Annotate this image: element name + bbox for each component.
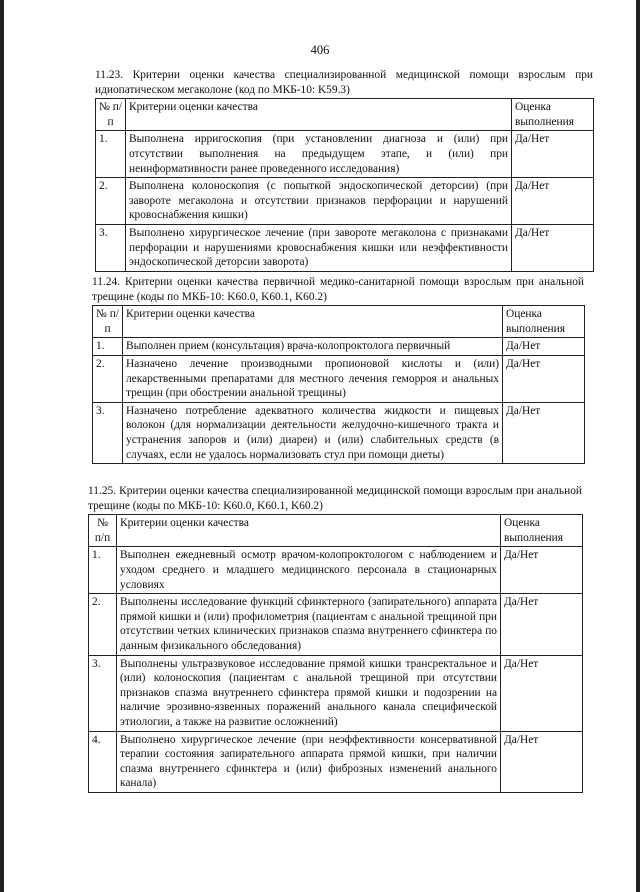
row-assessment: Да/Нет [512, 224, 594, 271]
row-number: 3. [96, 224, 126, 271]
criteria-table [95, 98, 594, 272]
row-assessment: Да/Нет [503, 402, 585, 463]
table-row [93, 338, 585, 356]
page-number: 406 [310, 43, 330, 57]
scan-right-edge [636, 0, 640, 892]
row-number: 2. [89, 594, 117, 655]
section-11-25 [88, 484, 582, 793]
table-row [89, 547, 583, 594]
row-number: 2. [96, 178, 126, 225]
row-criterion: Выполнено хирургическое лечение (при завороте мегаколона с признаками перфорации и нарушениями кровоснабжения кишки или неэффективности эндоскопической деторсии заворота) [126, 224, 512, 271]
col-header-num: № п/п [96, 99, 126, 131]
section-11-24 [92, 275, 584, 464]
row-criterion: Выполнен ежедневный осмотр врачом-колопроктологом с наблюдением и уходом среднего и младшего медицинского персонала в стационарных условиях [117, 547, 501, 594]
row-criterion: Назначено лечение производными пропионовой кислоты и (или) лекарственными препаратами для местного лечения геморроя и анальных трещин (при обострении анальной трещины) [123, 355, 503, 402]
table-row [89, 594, 583, 655]
col-header-criteria: Критерии оценки качества [126, 99, 512, 131]
table-header-row [93, 306, 585, 338]
row-assessment: Да/Нет [512, 131, 594, 178]
section-heading: 11.24. Критерии оценки качества первичной медико-санитарной помощи взрослым при анальной трещине (коды по МКБ-10: K60.0, K60.1, K60.2) [92, 276, 584, 303]
row-criterion: Выполнено хирургическое лечение (при неэффективности консервативной терапии состояния запирательного аппарата прямой кишки, при наличии спазма внутреннего сфинктера и (или) фиброзных изменений анального канала) [117, 731, 501, 792]
row-criterion: Выполнена колоноскопия (с попыткой эндоскопической деторсии) (при завороте мегаколона и отсутствии признаков перфорации и нарушений кровоснабжения кишки) [126, 178, 512, 225]
row-assessment: Да/Нет [501, 547, 583, 594]
row-number: 2. [93, 355, 123, 402]
col-header-num: № п/п [89, 515, 117, 547]
row-assessment: Да/Нет [503, 338, 585, 356]
table-row [93, 355, 585, 402]
row-criterion: Выполнен прием (консультация) врача-колопроктолога первичный [123, 338, 503, 356]
col-header-criteria: Критерии оценки качества [123, 306, 503, 338]
row-number: 3. [89, 655, 117, 731]
table-row [96, 224, 594, 271]
col-header-assessment: Оценка выполнения [501, 515, 583, 547]
section-11-23 [95, 68, 593, 272]
criteria-table [92, 305, 585, 464]
row-assessment: Да/Нет [512, 178, 594, 225]
table-row [96, 131, 594, 178]
section-heading: 11.25. Критерии оценки качества специализированной медицинской помощи взрослым при анальной трещине (коды по МКБ-10: K60.0, K60.1, K60.2) [88, 485, 582, 512]
table-row [96, 178, 594, 225]
col-header-num: № п/п [93, 306, 123, 338]
row-number: 1. [96, 131, 126, 178]
col-header-criteria: Критерии оценки качества [117, 515, 501, 547]
row-number: 4. [89, 731, 117, 792]
row-criterion: Выполнены ультразвуковое исследование прямой кишки трансректальное и (или) колоноскопия (пациентам с анальной трещиной при отсутствии признаков спазма внутреннего сфинктера прямой кишки и подозрении на наличие эрозивно-язвенных поражений анального канала специфической этиологии, а также на развитие осложнений) [117, 655, 501, 731]
col-header-assessment: Оценка выполнения [503, 306, 585, 338]
table-header-row [89, 515, 583, 547]
row-criterion: Назначено потребление адекватного количества жидкости и пищевых волокон (для нормализации деятельности желудочно-кишечного тракта и устранения запоров и (или) диареи) и (или) слабительных средств (в случаях, если не удалось нормализовать стул при помощи диеты) [123, 402, 503, 463]
row-criterion: Выполнены исследование функций сфинктерного (запирательного) аппарата прямой кишки и (или) профилометрия (пациентам с анальной трещиной при отсутствии четких клинических признаков спазма внутреннего сфинктера по данным физикального обследования) [117, 594, 501, 655]
col-header-assessment: Оценка выполнения [512, 99, 594, 131]
row-assessment: Да/Нет [501, 731, 583, 792]
row-assessment: Да/Нет [501, 655, 583, 731]
section-heading: 11.23. Критерии оценки качества специализированной медицинской помощи взрослым при идиопатическом мегаколоне (код по МКБ-10: K59.3) [95, 69, 593, 96]
scan-left-edge [0, 0, 4, 892]
row-number: 3. [93, 402, 123, 463]
row-assessment: Да/Нет [503, 355, 585, 402]
table-row [93, 402, 585, 463]
row-number: 1. [89, 547, 117, 594]
row-assessment: Да/Нет [501, 594, 583, 655]
table-header-row [96, 99, 594, 131]
row-criterion: Выполнена ирригоскопия (при установлении диагноза и (или) при отсутствии выполнения на предыдущем этапе, и (или) при неинформативности ранее проведенного исследования) [126, 131, 512, 178]
row-number: 1. [93, 338, 123, 356]
table-row [89, 655, 583, 731]
table-row [89, 731, 583, 792]
criteria-table [88, 514, 583, 793]
